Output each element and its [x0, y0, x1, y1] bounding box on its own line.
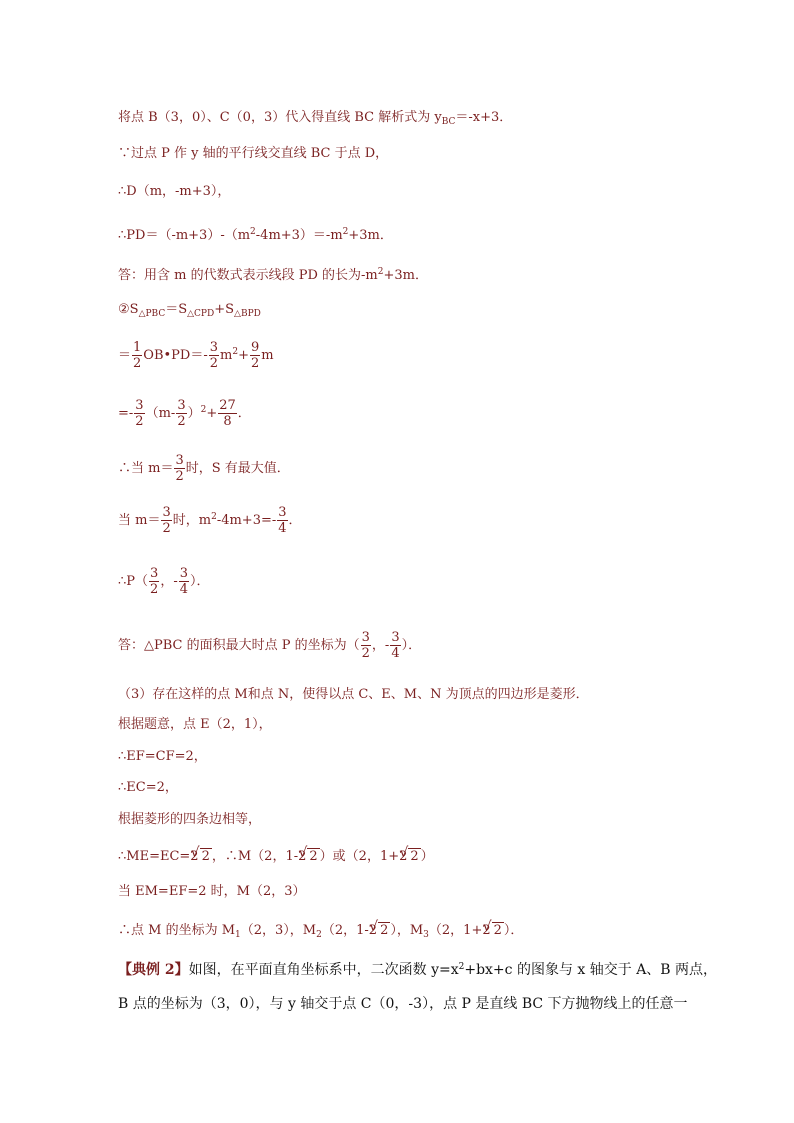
text-line-9: ∴当 m＝ $\frac{3}{2}$ 时，S 有最大值．: [118, 453, 290, 484]
text-line-14: 根据题意，点 E（2，1），: [118, 717, 272, 732]
text-line-19: 当 EM=EF=2 时，M（2，3）: [118, 884, 306, 899]
square-root: √ 2: [200, 848, 212, 865]
text-line-3: ∴D（m，-m+3），: [118, 184, 231, 199]
fraction: $\frac{3}{4}$: [179, 566, 188, 597]
example-tag: 【典例 2】: [118, 962, 189, 978]
text-line-22: B 点的坐标为（3，0），与 y 轴交于点 C（0，-3），点 P 是直线 BC 下方抛物线上的任意一: [118, 996, 688, 1012]
fraction: $\frac{1}{2}$: [133, 340, 142, 371]
fraction: $\frac{3}{2}$: [135, 398, 144, 429]
text-line-21: 【典例 2】如图，在平面直角坐标系中，二次函数 $y=x^2+bx+c$ 的图象与 x 轴交于 A、B 两点，: [118, 962, 718, 978]
text-line-4: $\therefore PD=(-m+3)-(m^2-4m+3)=-m^2+3m$．: [118, 227, 393, 243]
fraction: $\frac{3}{2}$: [162, 505, 171, 536]
text-line-13: （3）存在这样的点 M和点 N，使得以点 C、E、M、N 为顶点的四边形是菱形．: [118, 687, 589, 702]
text-line-15: ∴EF=CF=2，: [118, 749, 207, 764]
text-line-5: 答：用含 m 的代数式表示线段 PD 的长为$-m^2+3m$．: [118, 267, 428, 283]
fraction: $\frac{27}{8}$: [219, 398, 236, 429]
text-line-17: 根据菱形的四条边相等，: [118, 812, 262, 827]
text-line-1: 将点 B（3，0）、C（0，3）代入得直线 BC 解析式为 $y_{BC}=-x+3$．: [118, 110, 513, 127]
text-line-8: =- $\frac{3}{2}$ （m- $\frac{3}{2}$ ）$^2$+ $\frac{27}{8}$ ．: [118, 398, 251, 429]
fraction: $\frac{3}{4}$: [278, 505, 287, 536]
square-root: √ 2: [307, 848, 319, 865]
text-line-20: ∴点 M 的坐标为 $M_1(2$，3），$M_2(2$，1-2√ 2 ），$M_3(2$，1+2√ 2 ）．: [118, 922, 523, 943]
fraction: $\frac{9}{2}$: [251, 340, 260, 371]
text-line-18: ∴ME=EC=2√ 2 ，∴M（2，1-2√ 2 ）或（2，1+2√ 2 ）: [118, 848, 434, 865]
text-line-7: ＝ $\frac{1}{2}$ OB•PD＝- $\frac{3}{2}$ $m^2+$ $\frac{9}{2}$ m: [118, 340, 274, 371]
fraction: $\frac{3}{4}$: [391, 630, 400, 661]
text-line-12: 答：△PBC 的面积最大时点 P 的坐标为（ $\frac{3}{2}$ ，- $\frac{3}{4}$ ）．: [118, 630, 422, 661]
fraction: $\frac{3}{2}$: [361, 630, 370, 661]
text-line-11: ∴P（ $\frac{3}{2}$ ，- $\frac{3}{4}$ ）．: [118, 566, 210, 597]
text-line-2: ∵过点 P 作 y 轴的平行线交直线 BC 于点 D，: [118, 146, 389, 161]
square-root: √ 2: [492, 922, 504, 939]
text-line-6: $②S_{\triangle PBC}=S_{\triangle CPD}+S_{\triangle BPD}$: [118, 302, 261, 319]
fraction: $\frac{3}{2}$: [150, 566, 159, 597]
fraction: $\frac{3}{2}$: [177, 398, 186, 429]
text-line-10: 当 m＝ $\frac{3}{2}$ 时，$m^2-4m+3=-$ $\frac{3}{4}$ ．: [118, 505, 302, 536]
square-root: √ 2: [408, 848, 420, 865]
text-line-16: ∴EC=2，: [118, 780, 178, 795]
square-root: √ 2: [378, 922, 390, 939]
fraction: $\frac{3}{2}$: [175, 453, 184, 484]
fraction: $\frac{3}{2}$: [209, 340, 219, 371]
